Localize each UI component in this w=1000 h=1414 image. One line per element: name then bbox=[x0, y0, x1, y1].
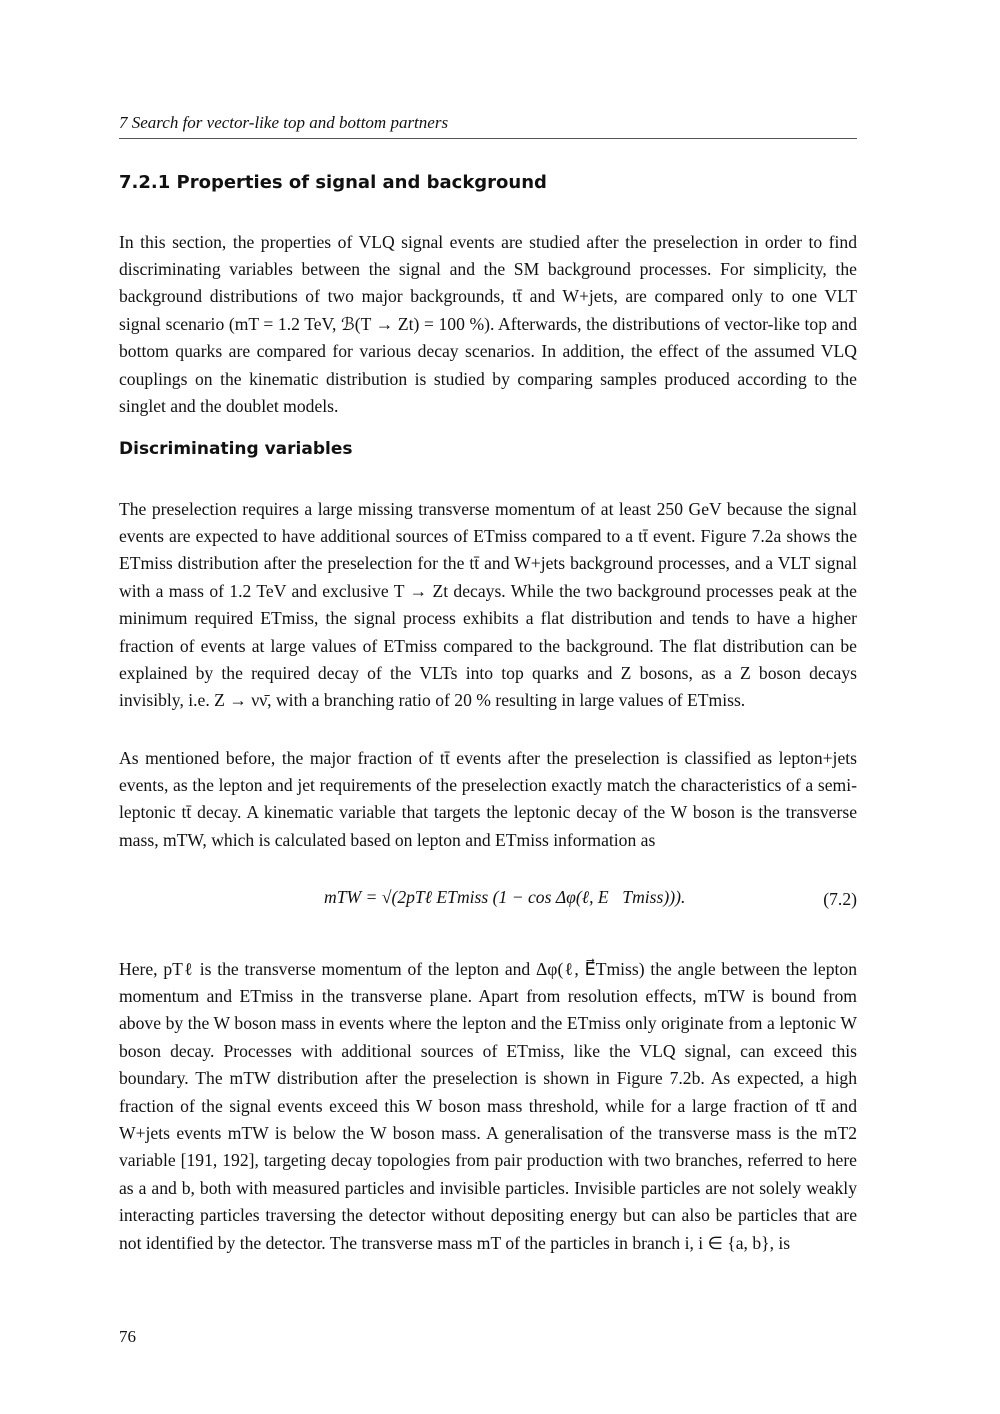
equation-number: (7.2) bbox=[823, 889, 857, 909]
body-paragraph-mt2: Here, pTℓ is the transverse momentum of the lepton and Δφ(ℓ, E⃗Tmiss) the angle between the lepton momentum and ETmiss in the transverse plane. Apart from resolution effects, mTW is bound from above by the W boson mass in events where the lepton and the ETmiss only originate from a leptonic W boson decay. Processes with additional sources of ETmiss, like the VLQ signal, can exceed this boundary. The mTW distribution after the preselection is shown in Figure 7.2b. As expected, a high fraction of the signal events exceed this W boson mass threshold, while for a large fraction of tt̄ and W+jets events mTW is below the W boson mass. A generalisation of the transverse mass is the mT2 variable [191, 192], targeting decay topologies from pair production with two branches, referred to here as a and b, both with measured particles and invisible particles. Invisible particles are not solely weakly interacting particles traversing the detector without depositing energy but can also be particles that are not identified by the detector. The transverse mass mT of the particles in branch i, i ∈ {a, b}, is bbox=[119, 958, 857, 1253]
section-title: 7.2.1 Properties of signal and background bbox=[119, 172, 547, 193]
equation-7-2 bbox=[119, 885, 857, 919]
subsection-title: Discriminating variables bbox=[119, 439, 353, 459]
page-number: 76 bbox=[119, 1327, 136, 1346]
body-paragraph-transverse-mass: As mentioned before, the major fraction of tt̄ events after the preselection is classified as lepton+jets events, as the lepton and jet requirements of the preselection exactly match the characteristics of a semi-leptonic tt̄ decay. A kinematic variable that targets the leptonic decay of the W boson is the transverse mass, mTW, which is calculated based on lepton and ETmiss information as bbox=[119, 747, 857, 850]
section-intro-paragraph: In this section, the properties of VLQ signal events are studied after the preselection in order to find discriminating variables between the signal and the SM background processes. For simplicity, the background distributions of two major backgrounds, tt̄ and W+jets, are compared only to one VLT signal scenario (mT = 1.2 TeV, ℬ(T → Zt) = 100 %). Afterwards, the distributions of vector-like top and bottom quarks are compared for various decay scenarios. In addition, the effect of the assumed VLQ couplings on the kinematic distribution is studied by comparing samples produced according to the singlet and the doublet models. bbox=[119, 231, 857, 417]
equation-formula: mTW = √(2pTℓ ETmiss (1 − cos Δφ(ℓ, E⃗Tmiss))). bbox=[324, 887, 686, 907]
body-paragraph-met: The preselection requires a large missing transverse momentum of at least 250 GeV because the signal events are expected to have additional sources of ETmiss compared to a tt̄ event. Figure 7.2a shows the ETmiss distribution after the preselection for the tt̄ and W+jets background processes, and a VLT signal with a mass of 1.2 TeV and exclusive T → Zt decays. While the two background processes peak at the minimum required ETmiss, the signal process exhibits a flat distribution and tends to have a higher fraction of events at large values of ETmiss compared to the background. The flat distribution can be explained by the required decay of the VLTs into top quarks and Z bosons, as a Z boson decays invisibly, i.e. Z → νν̄, with a branching ratio of 20 % resulting in large values of ETmiss. bbox=[119, 498, 857, 711]
running-head: 7 Search for vector-like top and bottom partners bbox=[119, 113, 857, 139]
